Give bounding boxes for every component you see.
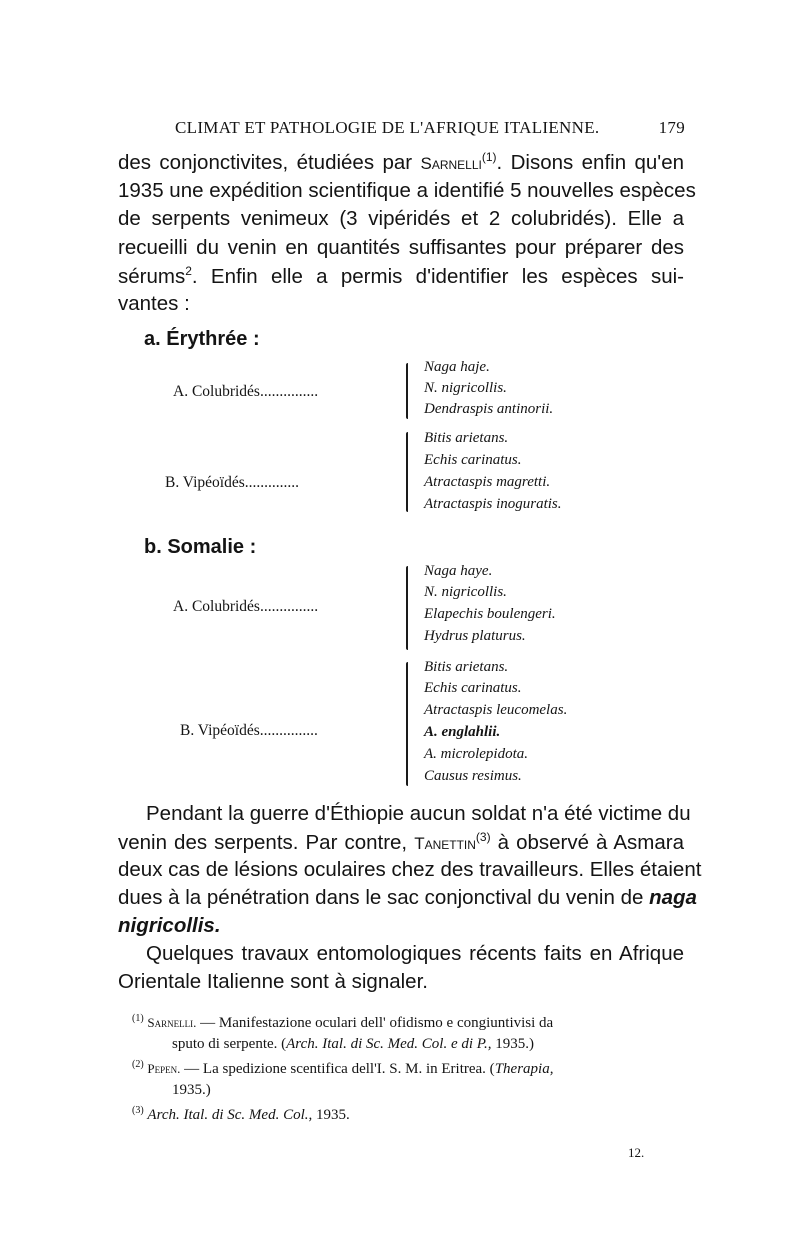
species-item: Naga haje. [424, 359, 490, 375]
species-item: Atractaspis leucomelas. [424, 702, 568, 718]
group-label-erythree-colubrides: A. Colubridés............... [173, 383, 319, 400]
species-item: A. microlepidota. [424, 746, 529, 762]
brace-erythree-colubrides [406, 363, 408, 419]
species-item: Bitis arietans. [424, 659, 509, 675]
species-item: Echis carinatus. [424, 680, 522, 696]
author-sarnelli: Sarnelli [420, 153, 482, 173]
species-item: Echis carinatus. [424, 452, 522, 468]
group-label-somalie-viperoides: B. Vipéoïdés............... [180, 722, 318, 739]
species-item: Hydrus platurus. [424, 628, 526, 644]
footnote-ref-1: (1) [481, 150, 497, 164]
species-item: A. englahlii. [424, 724, 501, 740]
species-item: Atractaspis magretti. [424, 474, 551, 490]
footnote-3: $^{(3)}$ Arch. Ital. di Sc. Med. Col., 1935. [132, 1105, 350, 1123]
species-item: Atractaspis inoguratis. [424, 496, 562, 512]
brace-somalie-viperoides [406, 662, 408, 786]
footnote-1: $^{(1)}$ Sarnelli. — Manifestazione oculari dell' ofidismo e congiuntivisi da [132, 1013, 554, 1031]
species-item: N. nigricollis. [424, 380, 507, 396]
species-item: Causus resimus. [424, 768, 522, 784]
footnote-ref-3: (3) [475, 830, 491, 844]
footnote-2: $^{(2)}$ Pepen. — La spedizione scentifica dell'I. S. M. in Eritrea. (Therapia, [132, 1059, 554, 1077]
signature-folio: 12. [628, 1145, 645, 1160]
brace-somalie-colubrides [406, 566, 408, 650]
brace-erythree-viperoides [406, 432, 408, 512]
footnote-ref-2: 2 [185, 264, 192, 278]
section-heading-erythree: a. Érythrée : [144, 328, 260, 350]
species-item: Bitis arietans. [424, 430, 509, 446]
running-header [175, 118, 685, 138]
species-item: Elapechis boulengeri. [424, 606, 556, 622]
group-label-erythree-viperoides: B. Vipéoïdés.............. [165, 474, 299, 491]
page-number: 179 [658, 118, 685, 137]
author-tanettin: Tanettin [414, 833, 476, 853]
species-item: Dendraspis antinorii. [424, 401, 554, 417]
group-label-somalie-colubrides: A. Colubridés............... [173, 598, 319, 615]
species-item: Naga haye. [424, 563, 493, 579]
header-title: CLIMAT ET PATHOLOGIE DE L'AFRIQUE ITALIENNE. [175, 118, 600, 137]
section-heading-somalie: b. Somalie : [144, 536, 257, 558]
species-item: N. nigricollis. [424, 584, 507, 600]
